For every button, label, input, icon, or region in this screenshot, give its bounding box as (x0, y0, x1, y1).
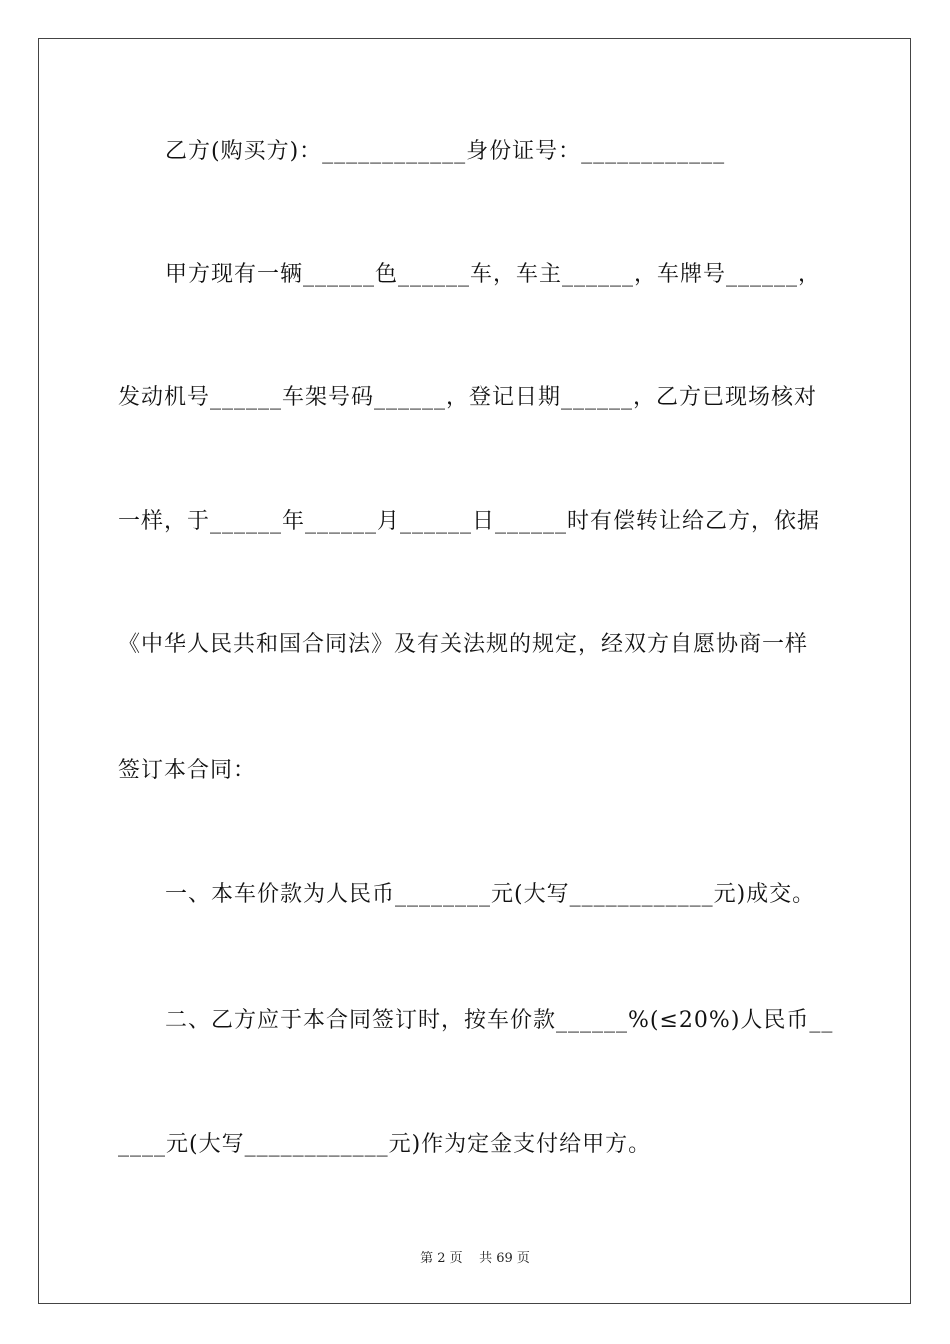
clause-one-price: 一、本车价款为人民币________元(大写____________元)成交。 (165, 882, 816, 907)
legal-basis-line: 《中华人民共和国合同法》及有关法规的规定，经双方自愿协商一样 (118, 632, 809, 657)
engine-chassis-line: 发动机号______车架号码______，登记日期______，乙方已现场核对 (118, 385, 818, 410)
vehicle-info-line: 甲方现有一辆______色______车，车主______，车牌号______， (165, 262, 822, 287)
clause-two-continued: ____元(大写____________元)作为定金支付给甲方。 (118, 1132, 652, 1157)
transfer-date-line: 一样，于______年______月______日______时有偿转让给乙方，依据 (118, 509, 821, 534)
party-b-line: 乙方(购买方)：____________身份证号：____________ (165, 139, 726, 164)
sign-contract-line: 签订本合同： (118, 758, 257, 783)
clause-two-deposit: 二、乙方应于本合同签订时，按车价款______%(≤20%)人民币__ (165, 1008, 834, 1033)
page-number-footer: 第 2 页 共 69 页 (420, 1251, 530, 1266)
page-border (38, 38, 911, 1304)
